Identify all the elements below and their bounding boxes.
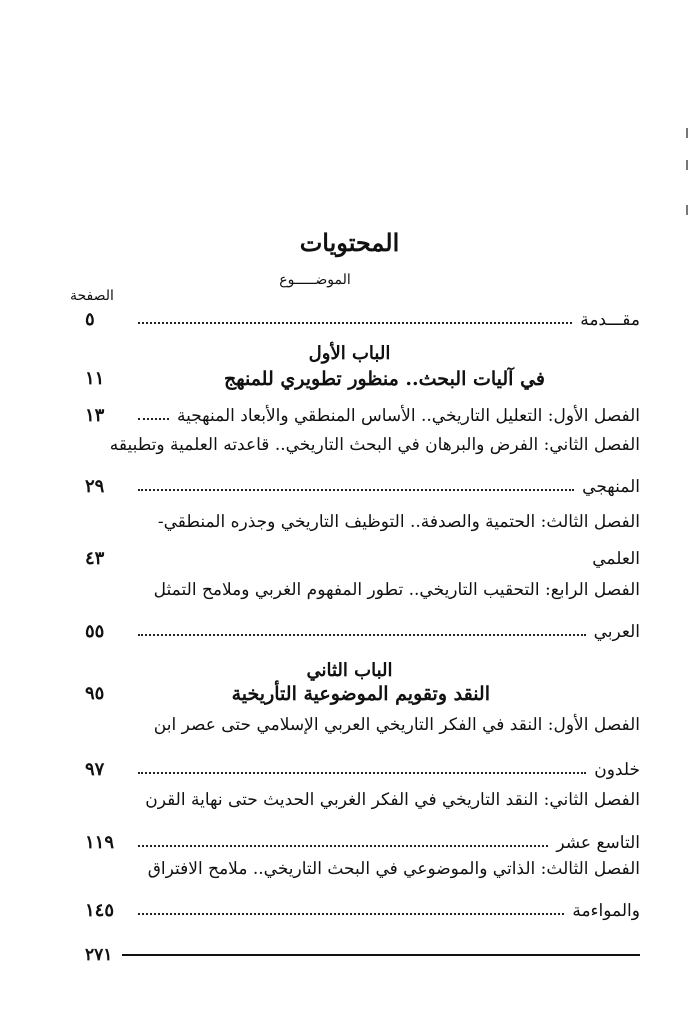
scan-mark — [686, 205, 688, 215]
toc-entry-part2-ch2-line1: الفصل الثاني: النقد التاريخي في الفكر الغربي الحديث حتى نهاية القرن — [145, 790, 640, 810]
footer-rule — [122, 954, 640, 956]
toc-entry-intro[interactable] — [85, 302, 640, 330]
part-2-label: الباب الثاني — [306, 660, 393, 681]
entry-text: الفصل الأول: التعليل التاريخي.. الأساس المنطقي والأبعاد المنهجية — [176, 406, 640, 426]
toc-entry-part1-ch4[interactable] — [85, 614, 640, 642]
entry-text: مقـــدمة — [580, 310, 640, 330]
entry-text: خلدون — [594, 760, 640, 780]
entry-page: ٩٧ — [85, 759, 105, 780]
entry-text: المنهجي — [582, 477, 640, 497]
page-title: المحتويات — [299, 228, 400, 257]
page-column-header: الصفحة — [70, 288, 114, 304]
toc-entry-part2-ch1-line1: الفصل الأول: النقد في الفكر التاريخي العربي الإسلامي حتى عصر ابن — [153, 715, 640, 735]
toc-entry-part1-ch1[interactable] — [85, 398, 640, 426]
part-1-label: الباب الأول — [308, 343, 391, 364]
entry-page: ٥ — [85, 309, 95, 330]
scan-mark — [686, 160, 688, 170]
toc-entry-part2-ch3[interactable] — [85, 893, 640, 921]
toc-entry-part2-ch2[interactable] — [85, 825, 640, 853]
entry-text: العلمي — [592, 549, 640, 569]
dot-leader — [138, 912, 564, 915]
toc-entry-part1-ch2-line1: الفصل الثاني: الفرض والبرهان في البحث التاريخي.. قاعدته العلمية وتطبيقه — [109, 435, 640, 455]
entry-page: ١٣ — [85, 405, 105, 426]
entry-text: والمواءمة — [572, 901, 640, 921]
part-2-heading[interactable] — [85, 683, 640, 711]
toc-entry-part1-ch3-line1: الفصل الثالث: الحتمية والصدفة.. التوظيف التاريخي وجذره المنطقي- — [157, 512, 640, 532]
entry-page: ١٤٥ — [85, 900, 115, 921]
dot-leader — [138, 560, 584, 563]
entry-page: ٥٥ — [85, 621, 105, 642]
page-footer — [85, 944, 640, 966]
entry-page: ٢٩ — [85, 476, 105, 497]
part-1-subtitle: في آليات البحث.. منظور تطويري للمنهج — [223, 368, 545, 390]
toc-entry-part2-ch3-line1: الفصل الثالث: الذاتي والموضوعي في البحث التاريخي.. ملامح الافتراق — [147, 859, 640, 879]
entry-page: ٩٥ — [85, 683, 105, 704]
toc-entry-part1-ch2[interactable] — [85, 469, 640, 497]
dot-leader — [138, 844, 548, 847]
dot-leader — [138, 321, 572, 324]
entry-page: ١١ — [85, 368, 105, 389]
topic-column-header: الموضـــــوع — [279, 272, 351, 288]
part-1-heading[interactable] — [85, 368, 640, 396]
toc-entry-part1-ch3[interactable] — [85, 541, 640, 569]
dot-leader — [138, 488, 574, 491]
dot-leader — [138, 417, 169, 420]
entry-page: ١١٩ — [85, 832, 115, 853]
toc-entry-part1-ch4-line1: الفصل الرابع: التحقيب التاريخي.. تطور المفهوم الغربي وملامح التمثل — [153, 580, 640, 600]
entry-text: التاسع عشر — [556, 833, 640, 853]
entry-text: العربي — [593, 622, 640, 642]
dot-leader — [138, 633, 586, 636]
page-number: ٢٧١ — [85, 945, 113, 965]
toc-entry-part2-ch1[interactable] — [85, 752, 640, 780]
scan-mark — [686, 128, 688, 138]
entry-page: ٤٣ — [85, 548, 105, 569]
part-2-subtitle: النقد وتقويم الموضوعية التأريخية — [231, 683, 490, 705]
dot-leader — [138, 771, 586, 774]
